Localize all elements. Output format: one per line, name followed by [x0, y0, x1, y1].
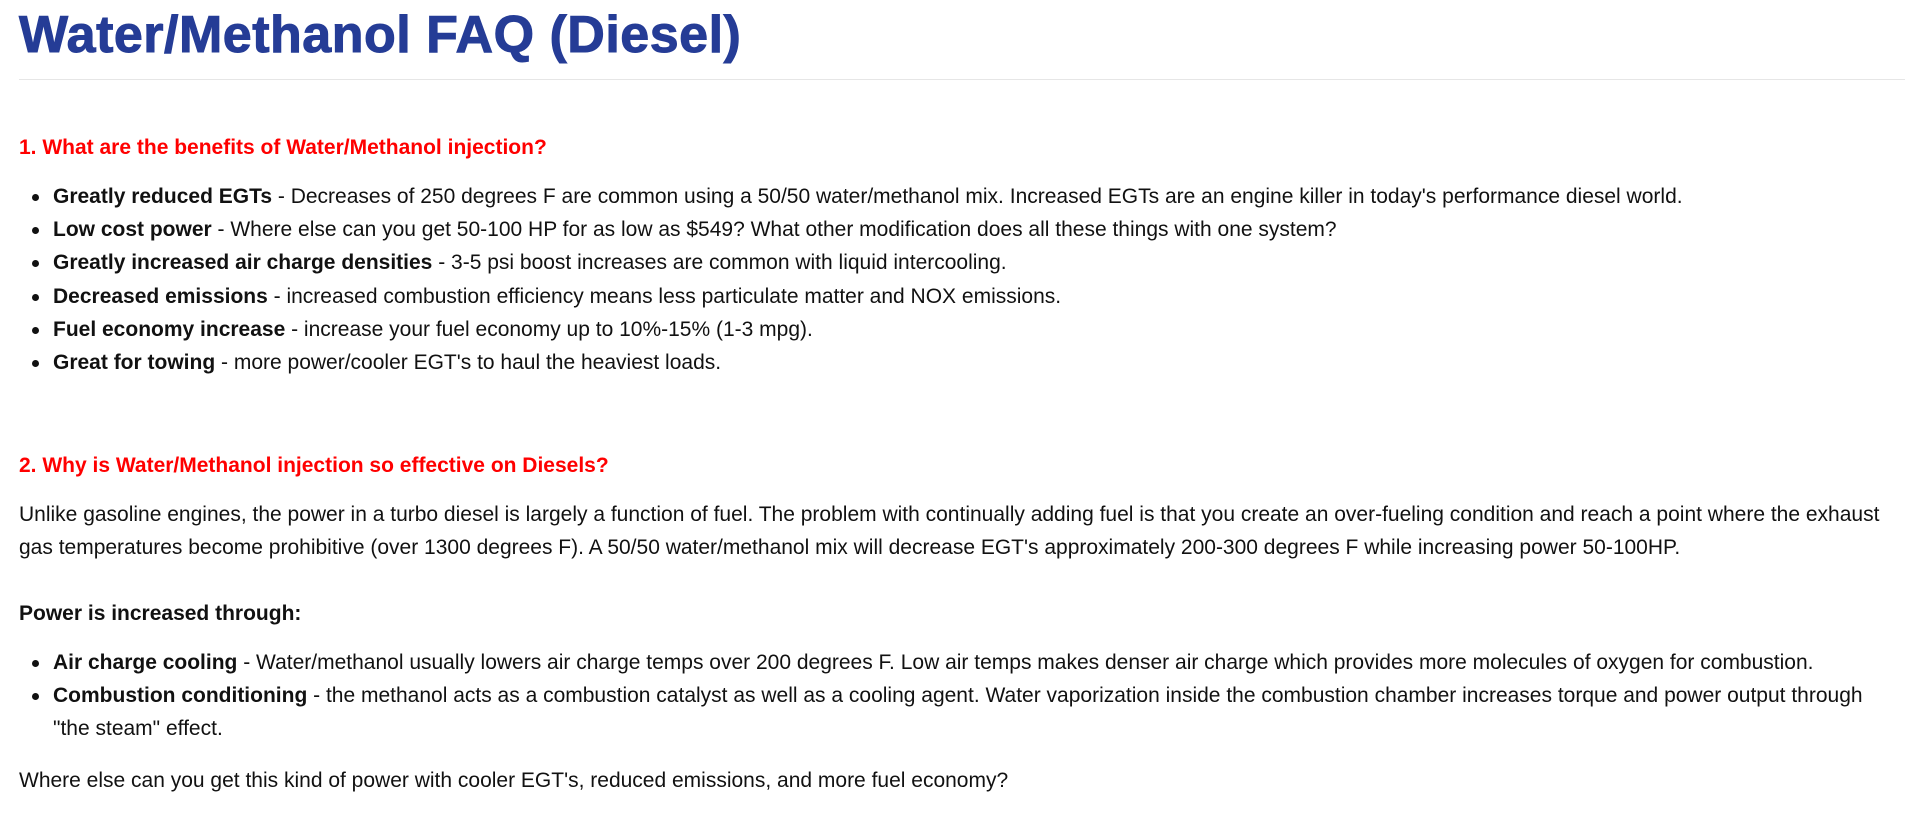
list-item-term: Combustion conditioning [53, 684, 308, 708]
page-title: Water/Methanol FAQ (Diesel) [19, 6, 742, 64]
list-item [53, 213, 1889, 246]
list-item-term: Air charge cooling [53, 651, 238, 674]
list-item [53, 646, 1889, 679]
intro-paragraph: Unlike gasoline engines, the power in a turbo diesel is largely a function of fuel. The problem with continually adding fuel is that you create an over-fueling condition and reach a point where the exhaust gas temperatures become prohibitive (over 1300 degrees F). A 50/50 water/methanol mix will decrease EGT's approximately 200-300 degrees F while increasing power 50-100HP. [19, 503, 1880, 560]
list-item-term: Decreased emissions [53, 284, 268, 308]
list-item-text: - Water/methanol usually lowers air charge temps over 200 degrees F. Low air temps makes denser air charge which provides more molecules of oxygen for combustion. [237, 651, 1814, 674]
list-item-term: Great for towing [53, 351, 216, 375]
benefits-list [19, 180, 1889, 379]
list-item [53, 180, 1889, 213]
list-item-text: - the methanol acts as a combustion catalyst as well as a cooling agent. Water vaporization inside the combustion chamber increases torque and power output through "the steam" effect. [53, 684, 1863, 741]
power-list [19, 646, 1889, 746]
list-item-text: - 3-5 psi boost increases are common with liquid intercooling. [432, 251, 1007, 275]
power-heading: Power is increased through: [19, 602, 302, 625]
list-item-term: Greatly reduced EGTs [53, 185, 273, 208]
list-item [53, 679, 1889, 745]
list-item-text: - increased combustion efficiency means less particulate matter and NOX emissions. [267, 284, 1062, 308]
question-heading-effectiveness: 2. Why is Water/Methanol injection so effective on Diesels? [19, 454, 609, 477]
list-item-term: Greatly increased air charge densities [53, 251, 433, 275]
closing-paragraph: Where else can you get this kind of power with cooler EGT's, reduced emissions, and more fuel economy? [19, 769, 1009, 792]
list-item-text: - increase your fuel economy up to 10%-15% (1-3 mpg). [285, 317, 813, 341]
list-item-text: - Decreases of 250 degrees F are common using a 50/50 water/methanol mix. Increased EGTs are an engine killer in today's performance diesel world. [272, 185, 1683, 208]
list-item-term: Low cost power [53, 218, 212, 242]
title-divider [19, 79, 1905, 80]
list-item [53, 246, 1889, 279]
list-item-term: Fuel economy increase [53, 317, 286, 341]
list-item [53, 280, 1889, 313]
list-item [53, 313, 1889, 346]
list-item-text: - Where else can you get 50-100 HP for as low as $549? What other modification does all these things with one system? [211, 218, 1337, 242]
list-item-text: - more power/cooler EGT's to haul the heaviest loads. [215, 351, 722, 375]
list-item [53, 346, 1889, 379]
question-heading-benefits: 1. What are the benefits of Water/Methanol injection? [19, 136, 547, 159]
